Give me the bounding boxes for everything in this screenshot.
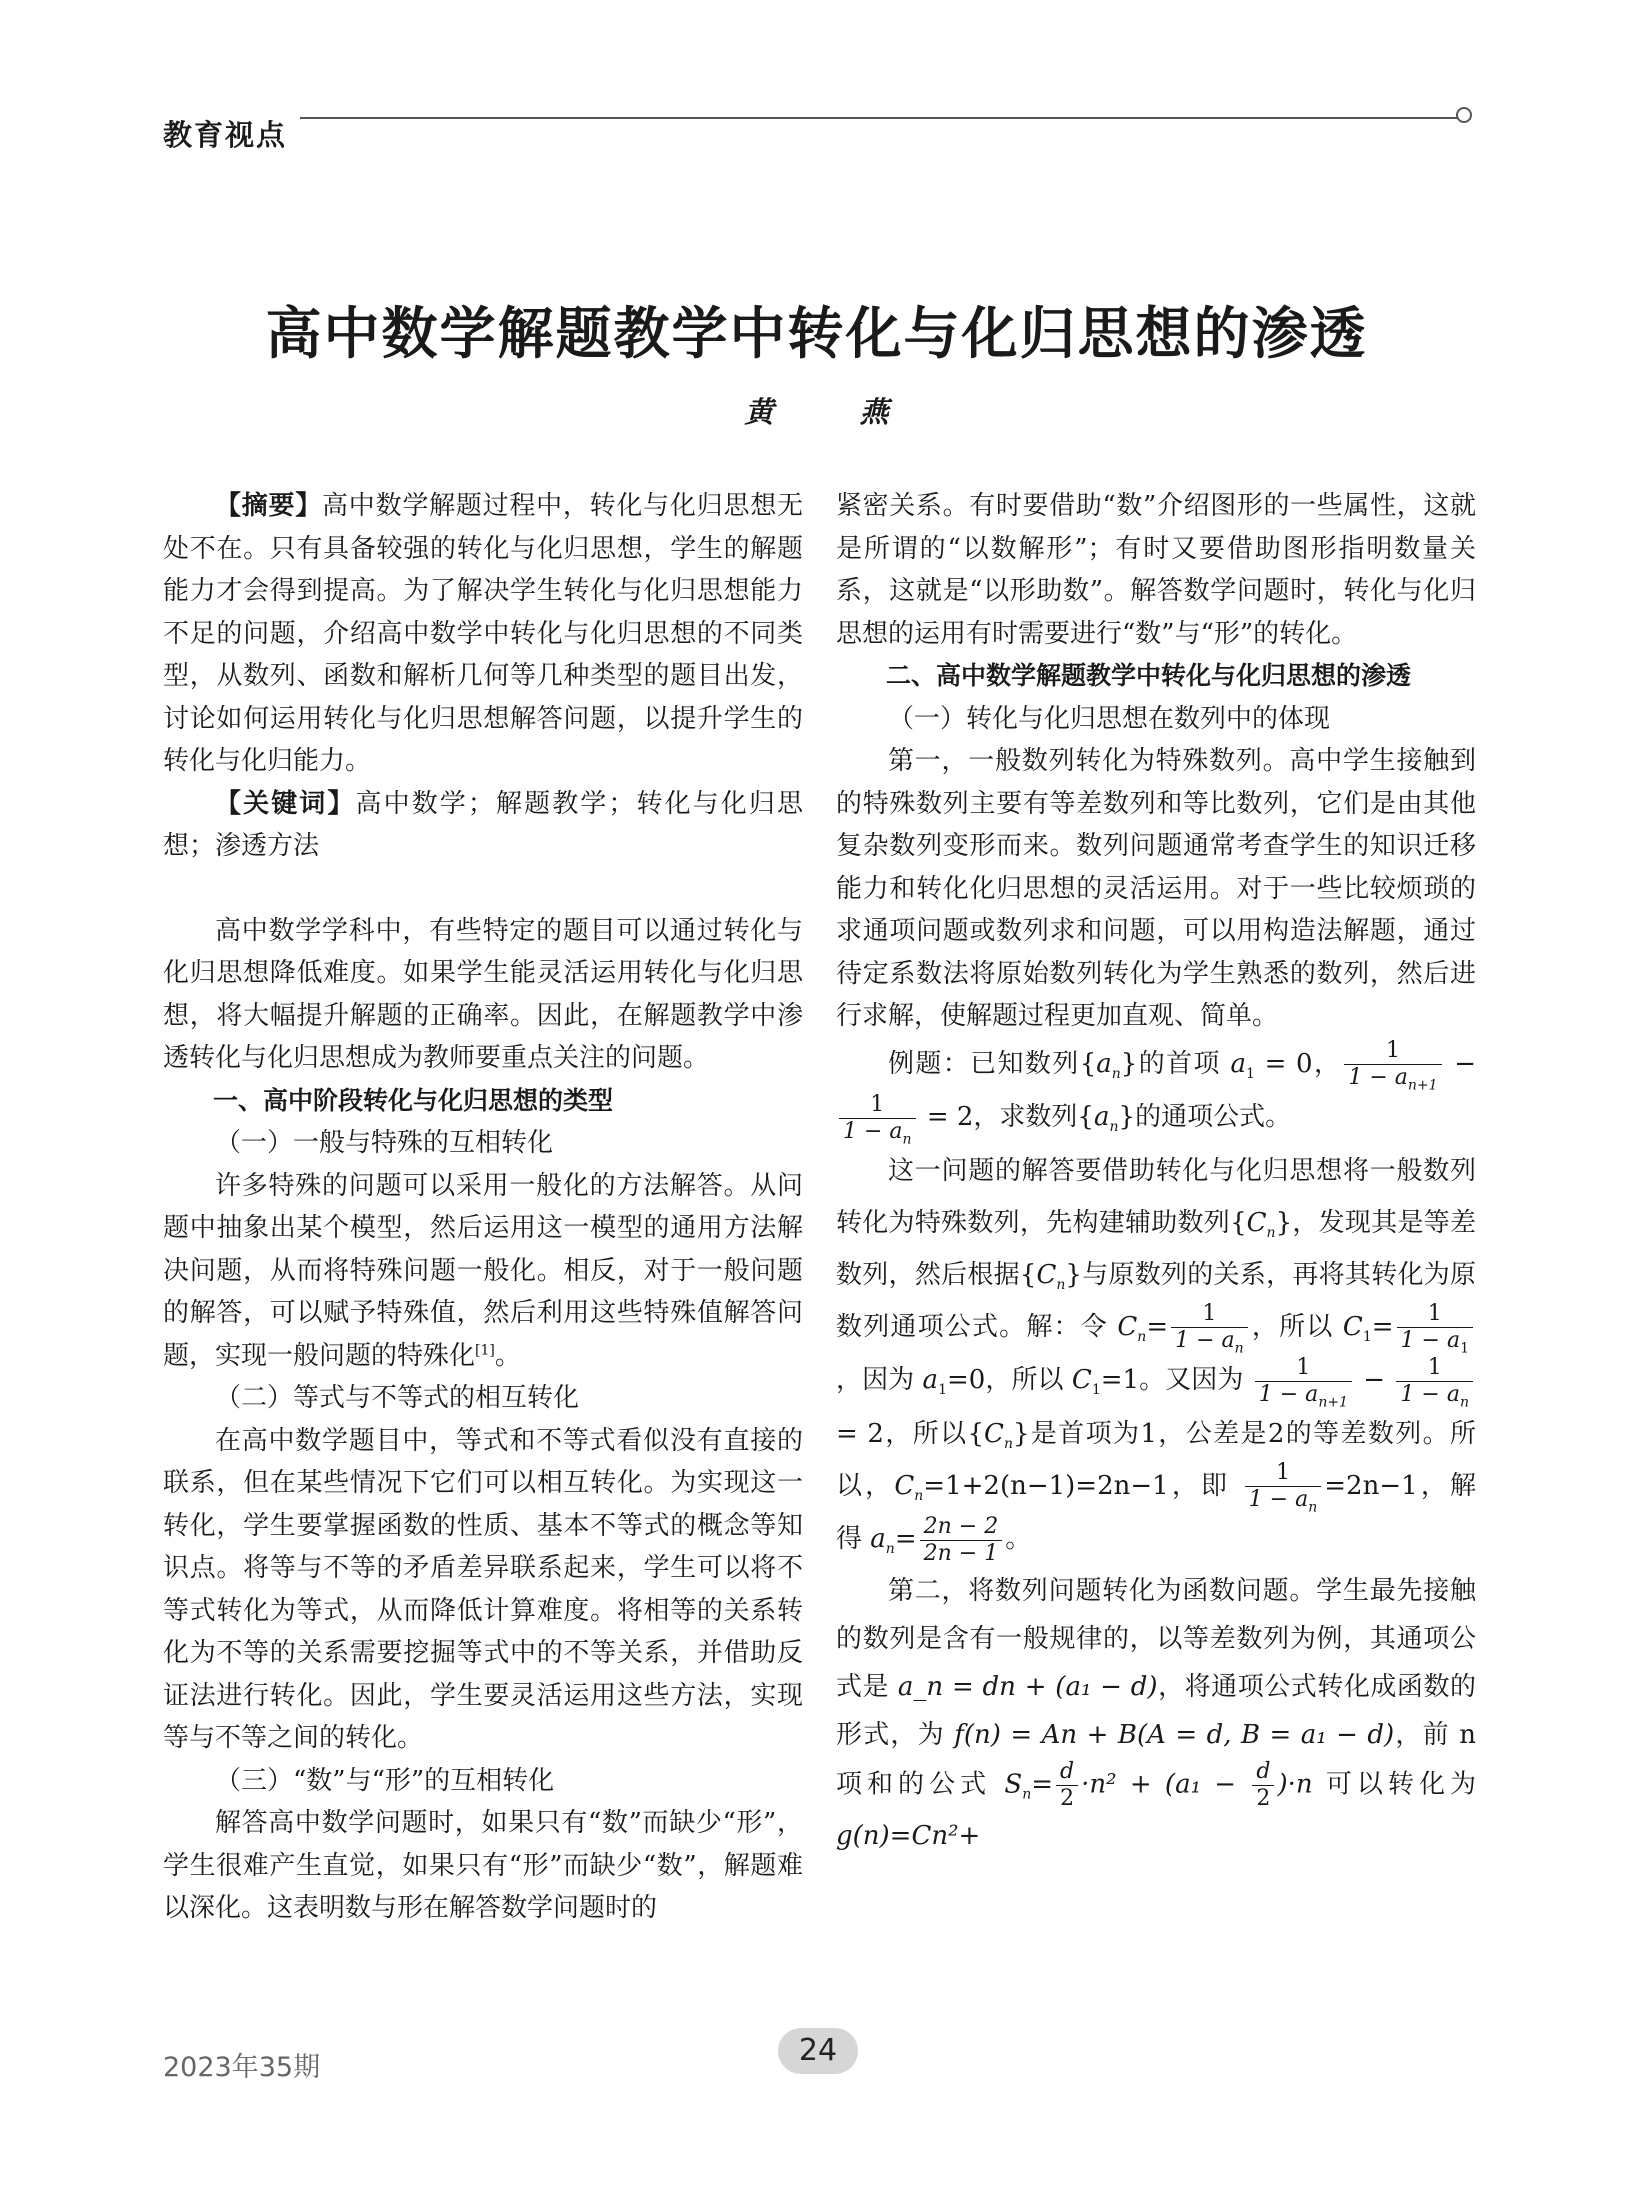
left-column xyxy=(163,485,803,1930)
section-heading-1: 一、高中阶段转化与化归思想的类型 xyxy=(213,1085,614,1115)
fraction xyxy=(1255,1355,1352,1408)
fraction-denominator: 2 xyxy=(1256,1785,1271,1811)
solution-text: =2n−1，解得 xyxy=(836,1470,1476,1554)
fraction-numerator: 1 xyxy=(1344,1038,1441,1065)
solution-text: ，因为 xyxy=(836,1365,923,1395)
paragraph-2-1: 第一，一般数列转化为特殊数列。高中学生接触到的特殊数列主要有等差数列和等比数列，它们是由其他复杂数列变形而来。数列问题通常考查学生的知识迁移能力和转化化归思想的灵活运用。对于一些比较烦琐的求通项问题或数列求和问题，可以用构造法解题，通过待定系数法将原始数列转化为学生熟悉的数列，然后进行求解，使解题过程更加直观、简单。 xyxy=(836,746,1476,1031)
math-var: C xyxy=(984,1418,1004,1449)
subheading-1-2: （二）等式与不等式的相互转化 xyxy=(215,1383,580,1413)
math-var: a xyxy=(870,1524,886,1554)
issue-label: 2023年35期 xyxy=(163,2052,321,2083)
header-circle-ornament xyxy=(1456,107,1472,123)
solution-text: =0，所以 xyxy=(946,1365,1072,1395)
example-text: = 2，求数列{ xyxy=(918,1102,1094,1132)
math-var: C xyxy=(1246,1207,1267,1238)
paragraph-2-1-second: 第二，将数列问题转化为函数问题。学生最先接触的数列是含有一般规律的，以等差数列为例，其通项公式是 a_n = dn + (a₁ − d)，将通项公式转化成函数的形式，为 f(n) = An + B(A = d, B = a₁ − d)，前 n 项和的公式 $S_n=$ $\frac{d}{2}$ ·n² + (a₁ − $\frac{d}{2}$ )·n 可以转化为 g(n)=Cn²+ xyxy=(836,1575,1477,1851)
math-sub: 1 xyxy=(1091,1382,1101,1399)
fraction-numerator: d xyxy=(1056,1759,1078,1786)
paragraph-1-1-end: 。 xyxy=(494,1340,521,1371)
math-sub: n+1 xyxy=(1318,1393,1348,1410)
article-title: 高中数学解题教学中转化与化归思想的渗透 xyxy=(265,302,1368,367)
fraction xyxy=(1245,1460,1322,1516)
solution-text: }，发现其是等差数列，然后根据{ xyxy=(836,1207,1477,1290)
solution-text: =1+2(n−1)=2n−1，即 xyxy=(923,1470,1242,1501)
math-var: C xyxy=(1342,1311,1363,1342)
paragraph-text: 第二，将数列问题转化为函数问题。学生最先接触的数列是含有一般规律的，以等差数列为例，其通项公式是 xyxy=(836,1575,1476,1702)
fraction-denominator: 2n − 1 xyxy=(923,1540,999,1566)
paragraph-text: ，将通项公式转化成函数的形式，为 xyxy=(836,1671,1476,1750)
fraction-denominator xyxy=(1397,1328,1473,1357)
paragraph-1-3: 解答高中数学问题时，如果只有“数”而缺少“形”，学生很难产生直觉，如果只有“形”而缺少“数”，解题难以深化。这表明数与形在解答数学问题时的 xyxy=(163,1808,803,1923)
subheading-1-1: （一）一般与特殊的互相转化 xyxy=(215,1128,554,1158)
solution-text: }是首项为1，公差是2的等差数列。所以， xyxy=(836,1418,1476,1501)
fraction xyxy=(920,1514,1003,1567)
math-sub: n xyxy=(902,1130,912,1147)
spacer xyxy=(163,868,803,910)
math-var: a xyxy=(1096,1048,1112,1079)
section-tag: 教育视点 xyxy=(163,118,288,152)
math-sub: 1 xyxy=(1362,1328,1372,1345)
fraction-den-text: 1 − a xyxy=(1348,1065,1408,1090)
fraction-numerator: 1 xyxy=(1171,1301,1248,1328)
section-heading-2: 二、高中数学解题教学中转化与化归思想的渗透 xyxy=(886,661,1412,690)
math-sub: n xyxy=(1022,1786,1032,1803)
keywords-text: 高中数学；解题教学；转化与化归思想；渗透方法 xyxy=(163,788,803,861)
subheading-1-3: （三）“数”与“形”的互相转化 xyxy=(215,1765,555,1796)
math-sub: n xyxy=(914,1487,924,1504)
fraction xyxy=(1344,1038,1441,1094)
fraction-denominator xyxy=(1396,1382,1473,1408)
abstract xyxy=(163,485,803,783)
fraction-numerator: 2n − 2 xyxy=(920,1514,1003,1541)
fraction-den-text: 1 − a xyxy=(1175,1328,1235,1353)
math-expr: )·n xyxy=(1277,1769,1313,1799)
example-text: = 0， xyxy=(1254,1048,1342,1079)
page-number-badge: 24 xyxy=(778,2028,858,2074)
fraction xyxy=(1397,1301,1473,1357)
example-text: }的首项 xyxy=(1120,1048,1231,1079)
keywords-label: 【关键词】 xyxy=(215,788,356,819)
header-rule xyxy=(300,117,1458,119)
math-sub: n xyxy=(1137,1328,1147,1345)
math-var: a xyxy=(1230,1048,1247,1079)
right-column xyxy=(836,485,1476,1860)
fraction-numerator: d xyxy=(1252,1759,1274,1786)
solution-text: = 2，所以{ xyxy=(836,1418,985,1449)
math-sub: n xyxy=(1003,1435,1013,1452)
solution-text: =1。又因为 xyxy=(1100,1365,1252,1395)
paragraph-1-3-cont: 紧密关系。有时要借助“数”介绍图形的一些属性，这就是所谓的“以数解形”；有时又要借助图形指明数量关系，这就是“以形助数”。解答数学问题时，转化与化归思想的运用有时需要进行“数”与“形”的转化。 xyxy=(836,491,1476,649)
math-sub: 1 xyxy=(938,1382,947,1399)
fraction xyxy=(1056,1759,1078,1812)
math-sub: 1 xyxy=(1246,1065,1255,1082)
example-problem xyxy=(836,1038,1476,1145)
fraction-denominator xyxy=(1245,1487,1322,1516)
fraction-denominator: 2 xyxy=(1060,1785,1075,1811)
math-sub: n xyxy=(885,1541,895,1558)
math-var: C xyxy=(1071,1365,1092,1395)
paragraph-text: ，前 n 项和的公式 xyxy=(836,1719,1477,1799)
math-var: a xyxy=(1093,1102,1110,1132)
fraction-denominator xyxy=(1255,1382,1352,1408)
fraction-numerator: 1 xyxy=(1397,1301,1473,1328)
solution-text: }与原数列的关系，再将其转化为原数列通项公式。解：令 xyxy=(836,1259,1477,1342)
fraction-den-text: 1 − a xyxy=(843,1118,903,1144)
solution-text: 这一问题的解答要借助转化与化归思想将一般数列转化为特殊数列，先构建辅助数列{ xyxy=(836,1155,1476,1238)
math-sub: n xyxy=(1234,1340,1244,1357)
fraction-denominator xyxy=(1344,1065,1441,1094)
math-sub: n xyxy=(1109,1119,1119,1136)
math-var: a xyxy=(922,1365,939,1395)
fraction-denominator xyxy=(1171,1328,1248,1357)
citation-ref[interactable]: [1] xyxy=(475,1341,495,1358)
solution-paragraph: 这一问题的解答要借助转化与化归思想将一般数列转化为特殊数列，先构建辅助数列$\{C_n\}$，发现其是等差数列，然后根据$\{C_n\}$与原数列的关系，再将其转化为原数列通项公式。解：令 $C_n=$ $\frac{1}{1 - a_n}$ ，所以 $C_1=$ $\frac{1}{1 - a_1}$ ，因为 $a_1=0$，所以 $C_1=1$。又因为 $\frac{1}{1 - a_{n+1}}$ − $\frac{1}{1 - a_n}$ = 2，所以$\{C_n\}$是首项为1，公差是2的等差数列。所以，$C_n=1+2(n-1)=2n-1$，即 $\frac{1}{1 - a_n}$ =2n−1，解得 $a_n=$ $\frac{2n - 2}{2n - 1}$ 。 xyxy=(836,1155,1477,1566)
paragraph-1-1 xyxy=(163,1165,803,1378)
fraction-den-text: 1 − a xyxy=(1248,1487,1309,1512)
math-sub: n xyxy=(1459,1393,1469,1410)
example-text: 例题：已知数列{ xyxy=(888,1048,1097,1079)
example-text: − xyxy=(1444,1048,1476,1079)
math-expr: a_n = dn + (a₁ − d) xyxy=(897,1671,1158,1702)
solution-text: ，所以 xyxy=(1250,1311,1343,1342)
paragraph-1-2: 在高中数学题目中，等式和不等式看似没有直接的联系，但在某些情况下它们可以相互转化。为实现这一转化，学生要掌握函数的性质、基本不等式的概念等知识点。将等与不等的矛盾差异联系起来，学生可以将不等式转化为等式，从而降低计算难度。将相等的关系转化为不等的关系需要挖掘等式中的不等关系，并借助反证法进行转化。因此，学生要灵活运用这些方法，实现等与不等之间的转化。 xyxy=(163,1425,803,1753)
example-text: }的通项公式。 xyxy=(1118,1102,1292,1132)
math-var: S xyxy=(1004,1769,1023,1799)
abstract-text: 高中数学解题过程中，转化与化归思想无处不在。只有具备较强的转化与化归思想，学生的解题能力才会得到提高。为了解决学生转化与化归思想能力不足的问题，介绍高中数学中转化与化归思想的不同类型，从数列、函数和解析几何等几种类型的题目出发，讨论如何运用转化与化归思想解答问题，以提升学生的转化与化归能力。 xyxy=(163,491,803,776)
fraction xyxy=(1252,1759,1274,1812)
fraction xyxy=(1396,1355,1473,1408)
keywords xyxy=(163,783,803,868)
paragraph-text: 可以转化为 xyxy=(1312,1769,1477,1799)
math-sub: n xyxy=(1308,1499,1318,1516)
fraction-numerator: 1 xyxy=(1255,1355,1352,1382)
paragraph-1-1-text: 许多特殊的问题可以采用一般化的方法解答。从问题中抽象出某个模型，然后运用这一模型的通用方法解决问题，从而将特殊问题一般化。相反，对于一般问题的解答，可以赋予特殊值，然后利用这些特殊值解答问题，实现一般问题的特殊化 xyxy=(163,1170,803,1371)
fraction-numerator: 1 xyxy=(1396,1355,1473,1382)
math-sub: 1 xyxy=(1460,1340,1470,1357)
math-expr: g(n)=Cn²+ xyxy=(836,1820,981,1851)
fraction-denominator xyxy=(839,1119,916,1145)
intro-paragraph: 高中数学学科中，有些特定的题目可以通过转化与化归思想降低难度。如果学生能灵活运用转化与化归思想，将大幅提升解题的正确率。因此，在解题教学中渗透转化与化归思想成为教师要重点关注的问题。 xyxy=(163,915,803,1073)
fraction-den-text: 1 − a xyxy=(1258,1381,1319,1407)
math-sub: n+1 xyxy=(1407,1077,1438,1094)
article-author: 黄 燕 xyxy=(744,395,927,429)
math-expr: ·n² + (a₁ − xyxy=(1081,1769,1250,1799)
math-expr: f(n) = An + B(A = d, B = a₁ − d) xyxy=(954,1719,1395,1750)
math-var: C xyxy=(1117,1311,1138,1342)
fraction-numerator: 1 xyxy=(1245,1460,1322,1487)
math-var: C xyxy=(894,1470,915,1501)
fraction xyxy=(839,1092,916,1145)
fraction-den-text: 1 − a xyxy=(1400,1328,1461,1353)
abstract-label: 【摘要】 xyxy=(215,491,323,521)
fraction-numerator: 1 xyxy=(839,1092,916,1119)
math-sub: n xyxy=(1056,1276,1066,1293)
fraction-den-text: 1 − a xyxy=(1400,1381,1460,1407)
solution-text: − xyxy=(1354,1365,1394,1395)
math-var: C xyxy=(1036,1259,1057,1290)
subheading-2-1: （一）转化与化归思想在数列中的体现 xyxy=(888,703,1331,734)
math-sub: n xyxy=(1111,1065,1121,1082)
fraction xyxy=(1171,1301,1248,1357)
math-sub: n xyxy=(1266,1224,1276,1241)
solution-text: 。 xyxy=(1005,1524,1032,1554)
